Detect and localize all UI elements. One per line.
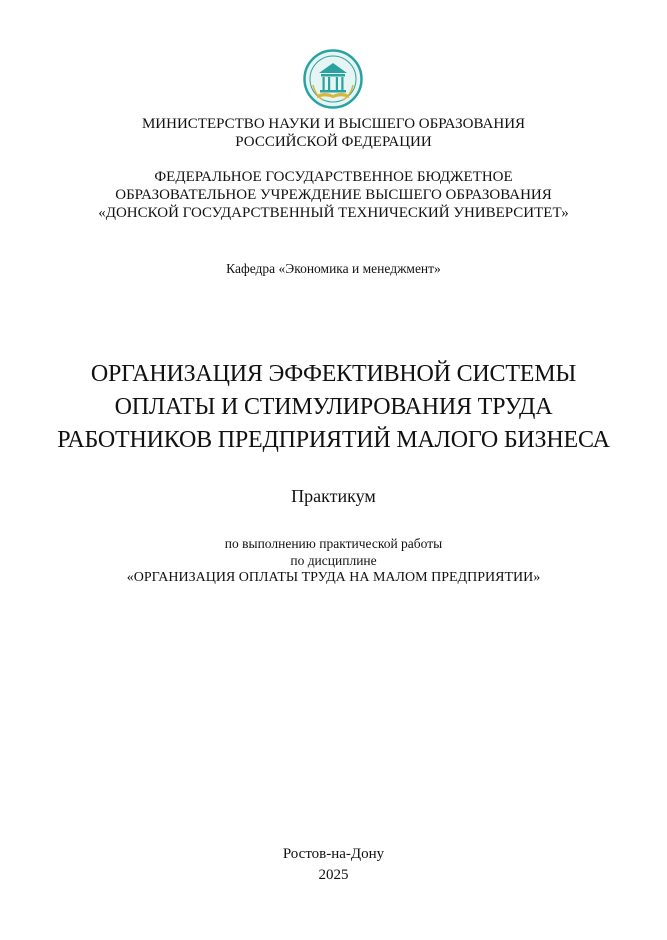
city-label: Ростов-на-Дону xyxy=(282,846,385,862)
department-line: Кафедра «Экономика и менеджмент» xyxy=(226,261,441,276)
document-title xyxy=(0,358,667,457)
university-line: «ДОНСКОЙ ГОСУДАРСТВЕННЫЙ ТЕХНИЧЕСКИЙ УНИВЕРСИТЕТ» xyxy=(98,205,569,221)
university-line: ФЕДЕРАЛЬНОЕ ГОСУДАРСТВЕННОЕ БЮДЖЕТНОЕ xyxy=(154,169,513,185)
publication-year xyxy=(0,866,667,884)
year-label: 2025 xyxy=(318,867,349,883)
purpose-line: по выполнению практической работы xyxy=(224,536,443,551)
title-line: ОПЛАТЫ И СТИМУЛИРОВАНИЯ ТРУДА xyxy=(114,394,553,420)
department-name xyxy=(0,260,667,277)
discipline-name: «ОРГАНИЗАЦИЯ ОПЛАТЫ ТРУДА НА МАЛОМ ПРЕДПРИЯТИИ» xyxy=(126,570,541,585)
university-logo xyxy=(303,47,363,111)
purpose-line: по дисциплине xyxy=(290,553,377,568)
title-line: ОРГАНИЗАЦИЯ ЭФФЕКТИВНОЙ СИСТЕМЫ xyxy=(90,361,577,387)
document-type xyxy=(0,485,667,507)
university-heading xyxy=(0,168,667,222)
university-line: ОБРАЗОВАТЕЛЬНОЕ УЧРЕЖДЕНИЕ ВЫСШЕГО ОБРАЗОВАНИЯ xyxy=(115,187,552,203)
document-type-label: Практикум xyxy=(291,486,376,506)
dstu-emblem-icon xyxy=(303,47,363,111)
document-purpose xyxy=(0,535,667,586)
publication-city xyxy=(0,845,667,863)
ministry-line: РОССИЙСКОЙ ФЕДЕРАЦИИ xyxy=(235,134,432,150)
ministry-line: МИНИСТЕРСТВО НАУКИ И ВЫСШЕГО ОБРАЗОВАНИЯ xyxy=(141,116,526,132)
title-line: РАБОТНИКОВ ПРЕДПРИЯТИЙ МАЛОГО БИЗНЕСА xyxy=(57,427,610,453)
ministry-heading xyxy=(0,115,667,151)
